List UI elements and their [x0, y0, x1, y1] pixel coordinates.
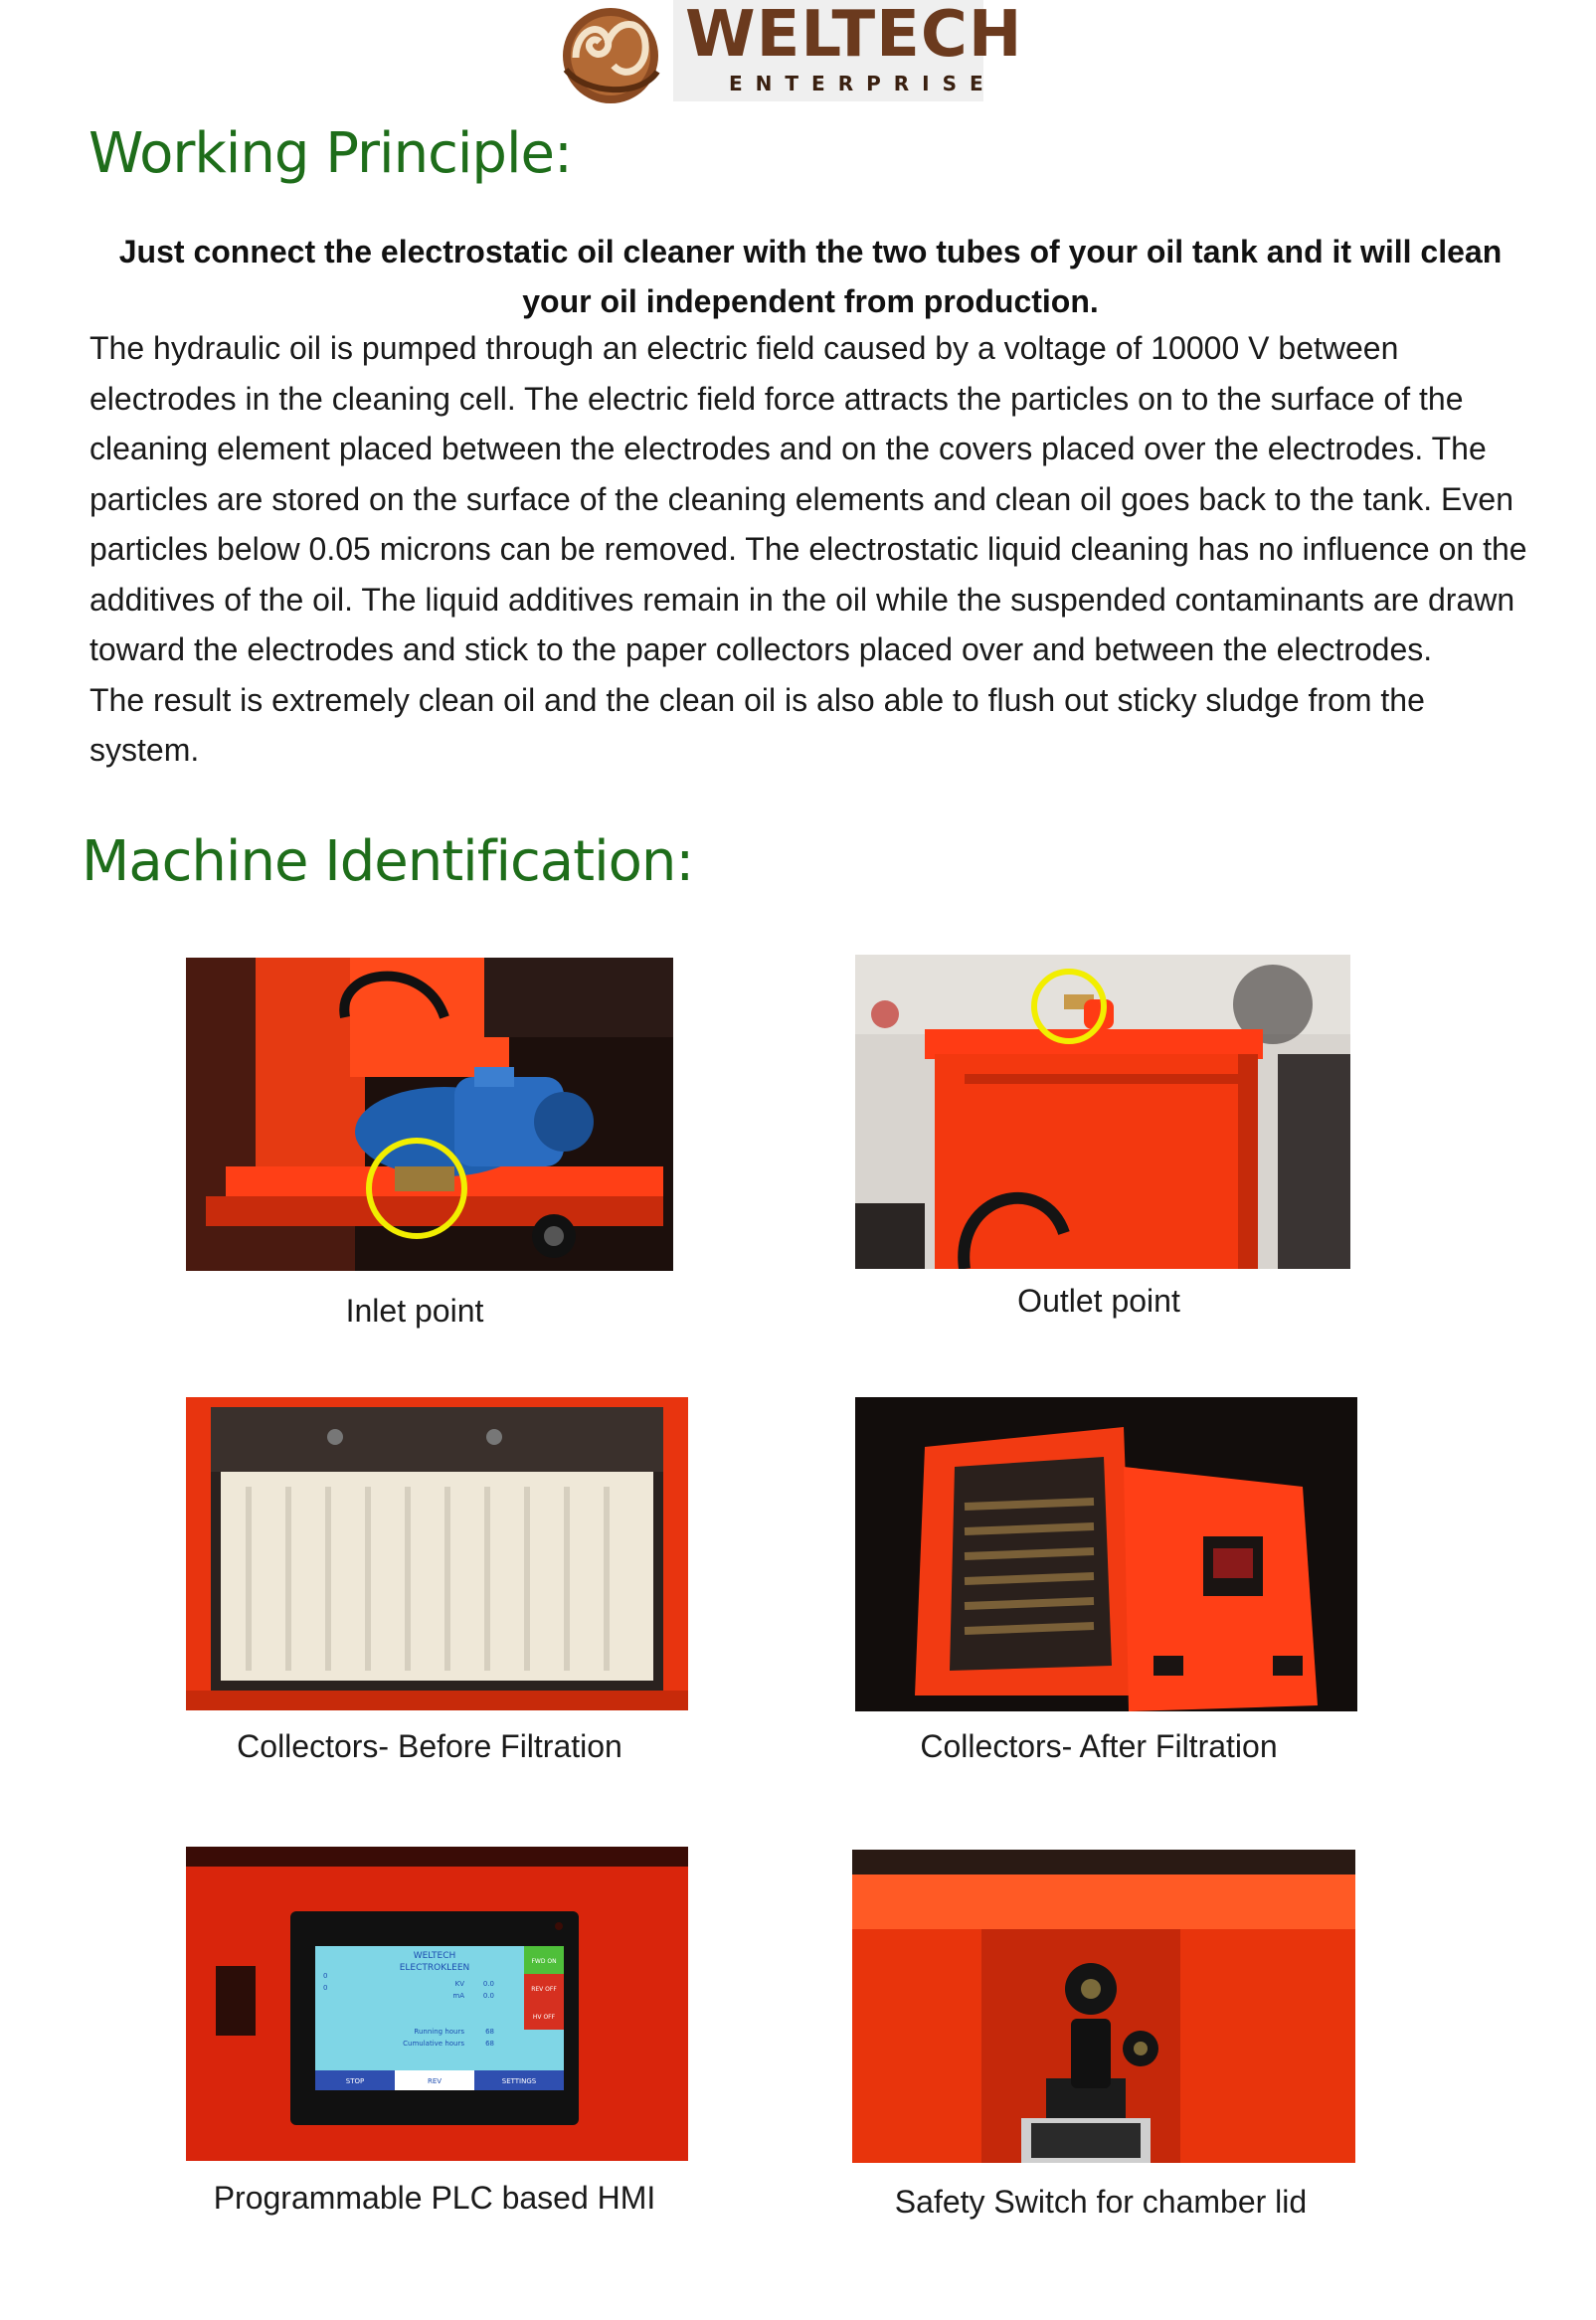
- hmi-cumulative-hours-label: Cumulative hours: [403, 2040, 464, 2048]
- hmi-kv-value: 0.0: [482, 1980, 494, 1988]
- hmi-left-value-2: 0: [323, 1984, 328, 1992]
- hmi-rev-button: REV: [427, 2077, 443, 2085]
- body-paragraph-1: The hydraulic oil is pumped through an electric field caused by a voltage of 10000 V between electrodes in the cleaning cell. The electric field force attracts the particles on to the surface of the cleaning element placed between the electrodes and on the covers placed over the electrodes. The particles are stored on the surface of the cleaning elements and clean oil goes back to the tank. Even particles below 0.05 microns can be removed. The electrostatic liquid cleaning has no influence on the additives of the oil. The liquid additives remain in the oil while the suspended contaminants are drawn toward the electrodes and stick to the paper collectors placed over and between the electrodes.: [89, 330, 1527, 667]
- hmi-left-value-1: 0: [323, 1972, 328, 1980]
- hmi-hv-off-button: HV OFF: [532, 2014, 556, 2021]
- logo-emblem-icon: [546, 0, 675, 105]
- hmi-running-hours-label: Running hours: [414, 2028, 464, 2036]
- hmi-stop-button: STOP: [345, 2077, 365, 2085]
- hmi-title-2: ELECTROKLEEN: [399, 1963, 470, 1973]
- hmi-title-1: WELTECH: [413, 1951, 456, 1961]
- working-principle-heading: Working Principle:: [89, 121, 572, 186]
- hmi-ma-label: mA: [452, 1992, 464, 2000]
- machine-identification-heading: Machine Identification:: [82, 829, 694, 894]
- logo-name: WELTECH: [685, 0, 1023, 72]
- inlet-point-caption: Inlet point: [345, 1293, 484, 1329]
- collectors-before-photo: [186, 1397, 688, 1710]
- safety-switch-photo: [852, 1850, 1355, 2163]
- hmi-rev-off-button: REV OFF: [531, 1986, 557, 1993]
- body-paragraph-2: The result is extremely clean oil and the clean oil is also able to flush out sticky sludge from the system.: [89, 681, 1425, 768]
- hmi-running-hours-value: 68: [485, 2028, 494, 2036]
- hmi-kv-label: KV: [454, 1980, 464, 1988]
- hmi-ma-value: 0.0: [482, 1992, 494, 2000]
- hmi-fwd-button: FWD ON: [531, 1958, 557, 1965]
- intro-statement: Just connect the electrostatic oil cleaner with the two tubes of your oil tank and it will clean your oil independent from production.: [118, 234, 1503, 319]
- plc-hmi-caption: Programmable PLC based HMI: [213, 2180, 656, 2216]
- company-logo: [546, 0, 1023, 105]
- collectors-after-photo: [855, 1397, 1357, 1711]
- collectors-after-caption: Collectors- After Filtration: [920, 1728, 1278, 1764]
- plc-hmi-photo: [186, 1847, 688, 2161]
- logo-tagline: ENTERPRISE: [729, 72, 996, 95]
- working-principle-body: [89, 323, 1541, 776]
- outlet-point-caption: Outlet point: [1017, 1283, 1180, 1319]
- safety-switch-caption: Safety Switch for chamber lid: [894, 2184, 1308, 2220]
- outlet-point-photo: [855, 955, 1350, 1269]
- inlet-point-photo: [186, 958, 673, 1271]
- hmi-cumulative-hours-value: 68: [485, 2040, 494, 2048]
- collectors-before-caption: Collectors- Before Filtration: [237, 1728, 622, 1764]
- hmi-settings-button: SETTINGS: [501, 2077, 537, 2085]
